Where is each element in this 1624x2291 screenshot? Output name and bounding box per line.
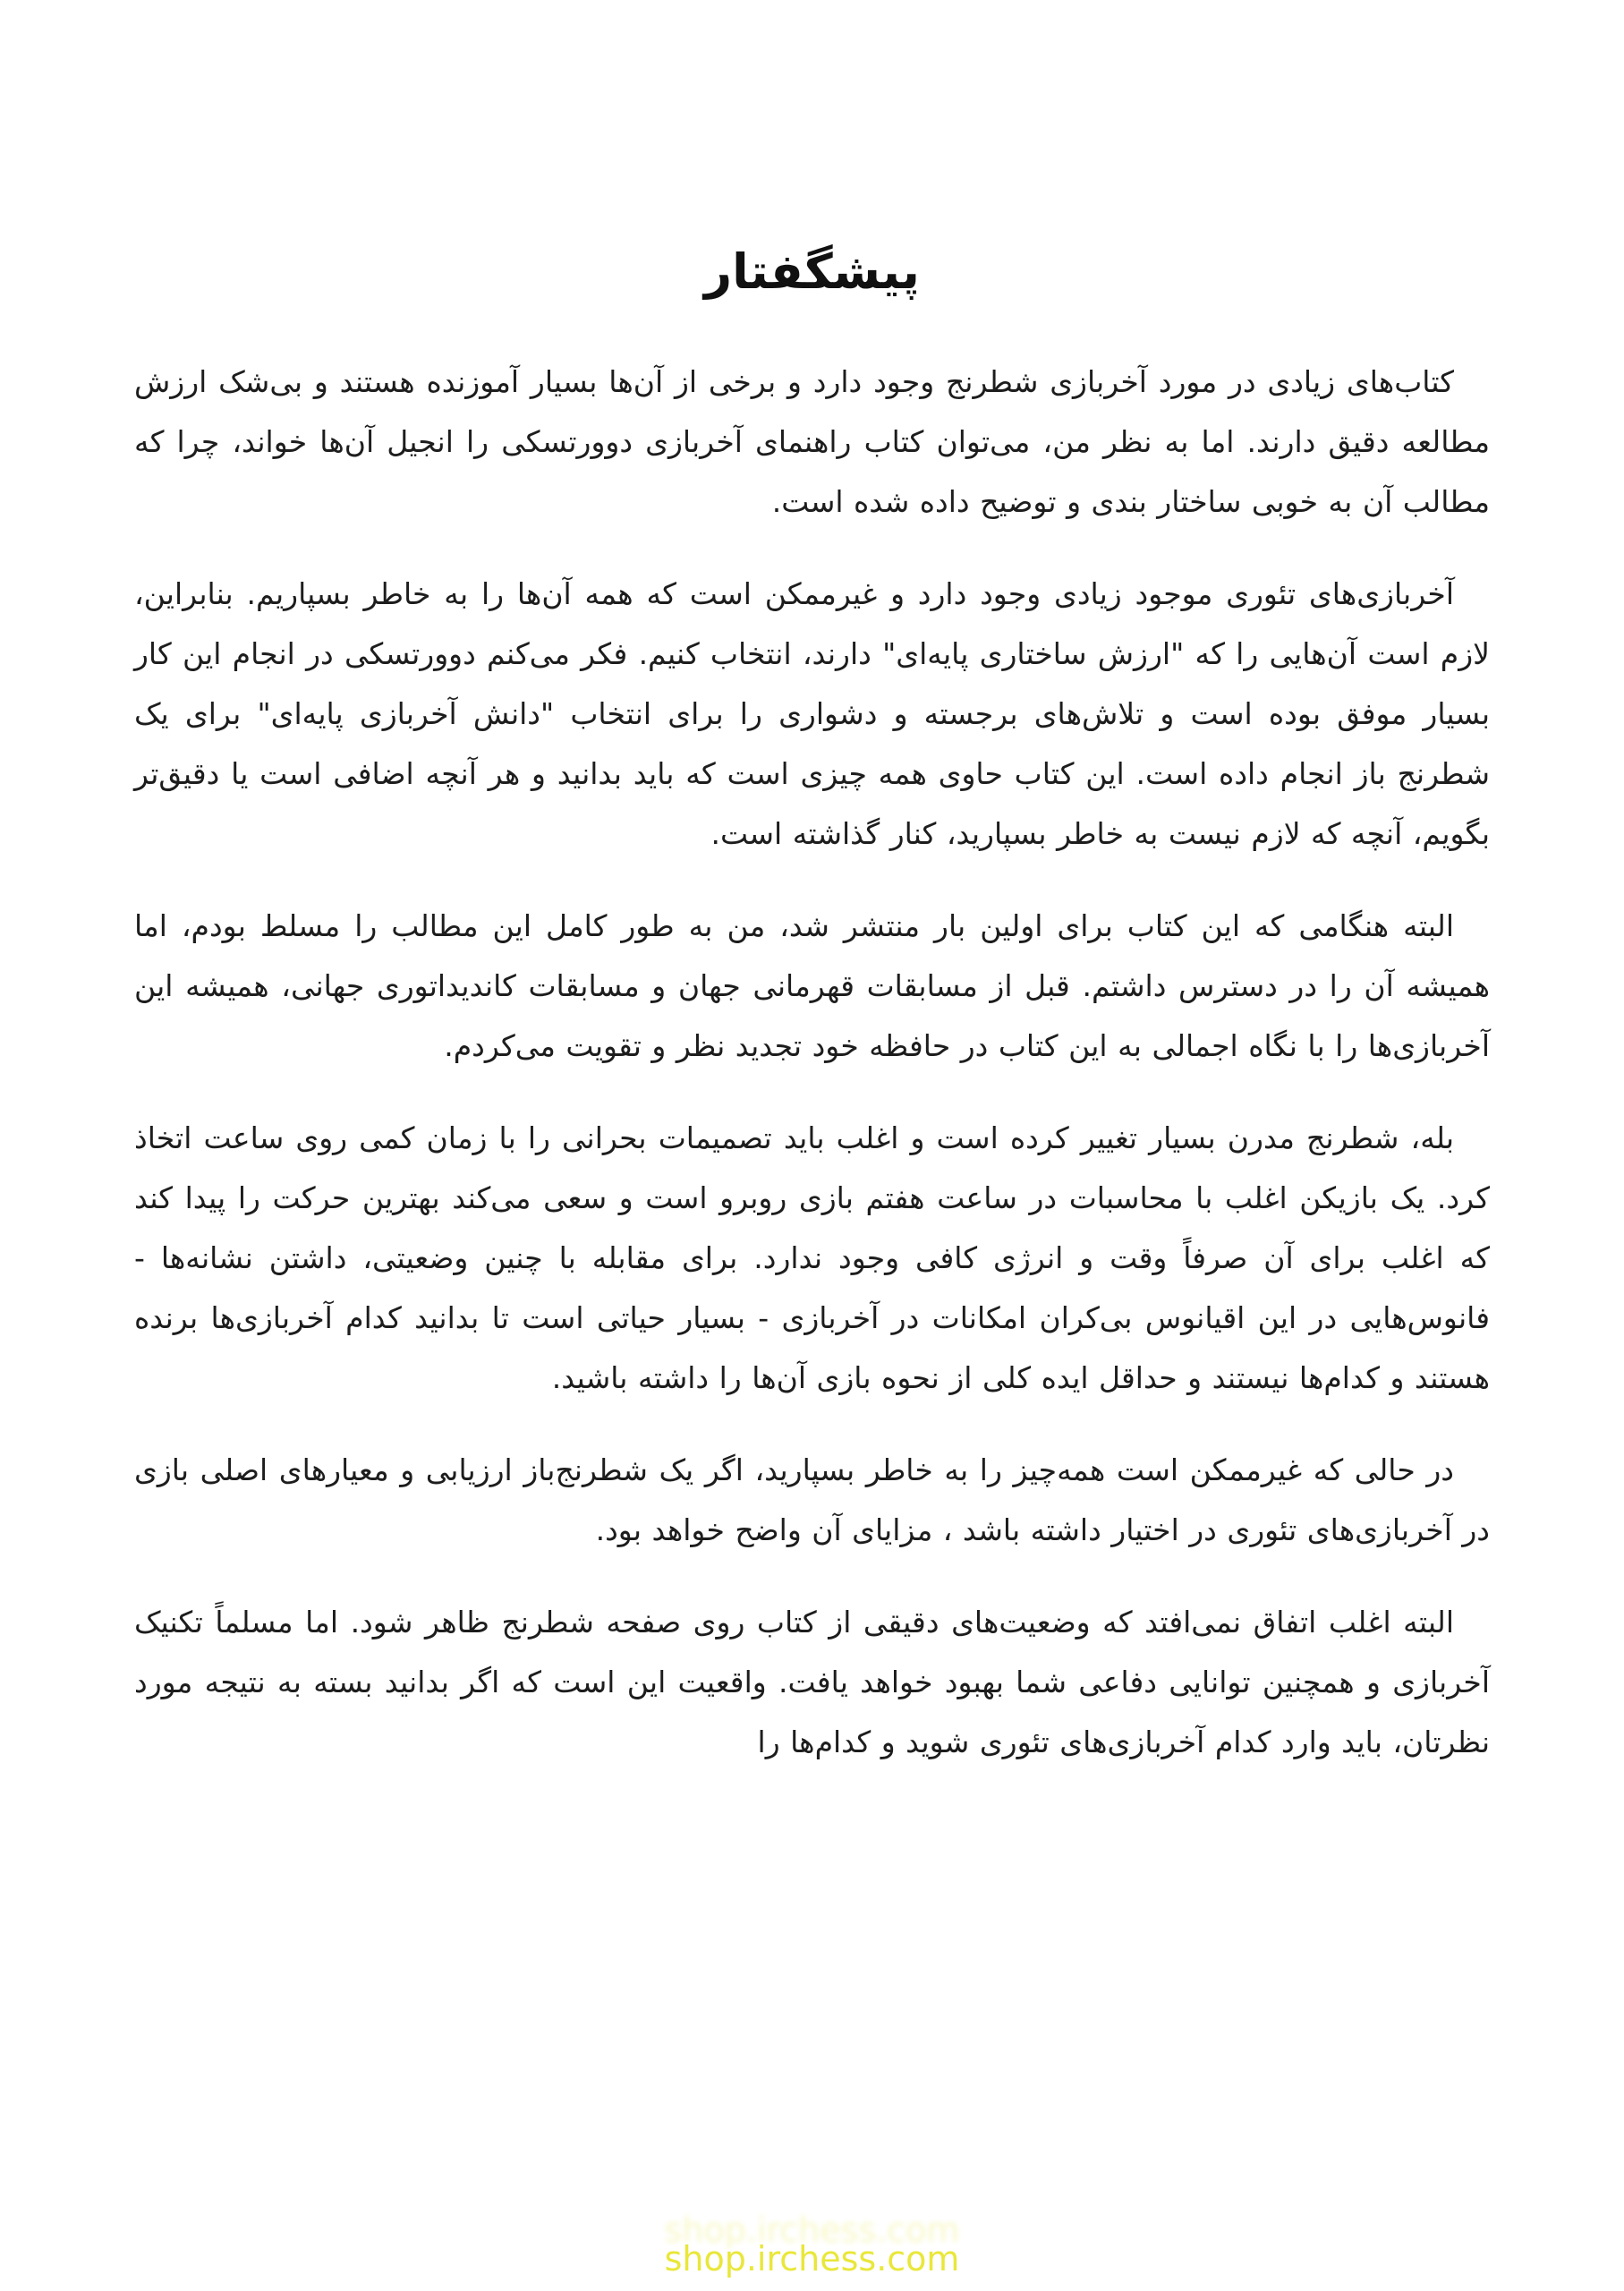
page-title: پیشگفتار xyxy=(704,243,920,300)
page-content xyxy=(134,352,1490,1772)
paragraph-2: آخربازی‌های تئوری موجود زیادی وجود دارد و غیرممکن است که همه آن‌ها را به خاطر بسپاریم. بنابراین، لازم است آن‌هایی را که "ارزش ساختاری پایه‌ای" دارند، انتخاب کنیم. فکر می‌کنم دوورتسکی در انجام این کار بسیار موفق بوده است و تلاش‌های برجسته و دشواری را برای انتخاب "دانش آخربازی پایه‌ای" برای یک شطرنج باز انجام داده است. این کتاب حاوی همه چیزی است که باید بدانید و هر آنچه اضافی است یا دقیق‌تر بگویم، آنچه که لازم نیست به خاطر بسپارید، کنار گذاشته است. xyxy=(134,576,1490,851)
paragraph-6: البته اغلب اتفاق نمی‌افتد که وضعیت‌های دقیقی از کتاب روی صفحه شطرنج ظاهر شود. اما مسلماً تکنیک آخربازی و همچنین توانایی دفاعی شما بهبود خواهد یافت. واقعیت این است که اگر بدانید بسته به نتیجه مورد نظرتان، باید وارد کدام آخربازی‌های تئوری شوید و کدام‌ها را xyxy=(134,1605,1490,1759)
paragraph-1: کتاب‌های زیادی در مورد آخربازی شطرنج وجود دارد و برخی از آن‌ها بسیار آموزنده هستند و بی‌شک ارزش مطالعه دقیق دارند. اما به نظر من، می‌توان کتاب راهنمای آخربازی دوورتسکی را انجیل آن‌ها خواند، چرا که مطالب آن به خوبی ساختار بندی و توضیح داده شده است. xyxy=(134,364,1490,519)
paragraph-5: در حالی که غیرممکن است همه‌چیز را به خاطر بسپارید، اگر یک شطرنج‌باز ارزیابی و معیارهای اصلی بازی در آخربازی‌های تئوری در اختیار داشته باشد ، مزایای آن واضح خواهد بود. xyxy=(134,1452,1490,1547)
paragraph-3: البته هنگامی که این کتاب برای اولین بار منتشر شد، من به طور کامل این مطالب را مسلط بودم، اما همیشه آن را در دسترس داشتم. قبل از مسابقات قهرمانی جهان و مسابقات کاندیداتوری جهانی، همیشه این آخربازی‌ها را با نگاه اجمالی به این کتاب در حافظه خود تجدید نظر و تقویت می‌کردم. xyxy=(134,908,1490,1063)
page-footer xyxy=(0,2210,1624,2291)
paragraph-4: بله، شطرنج مدرن بسیار تغییر کرده است و اغلب باید تصمیمات بحرانی را با زمان کمی روی ساعت اتخاذ کرد. یک بازیکن اغلب با محاسبات در ساعت هفتم بازی روبرو است و سعی می‌کند بهترین حرکت را پیدا کند که اغلب برای آن صرفاً وقت و انرژی کافی وجود ندارد. برای مقابله با چنین وضعیتی، داشتن نشانه‌ها - فانوس‌هایی در این اقیانوس بی‌کران امکانات در آخربازی - بسیار حیاتی است تا بدانید کدام آخربازی‌ها برنده هستند و کدام‌ها نیستند و حداقل ایده کلی از نحوه بازی آن‌ها را داشته باشید. xyxy=(134,1120,1490,1395)
watermark-url: shop.irchess.com xyxy=(664,2239,960,2278)
watermark-ghost: shop.irchess.com xyxy=(664,2210,960,2250)
